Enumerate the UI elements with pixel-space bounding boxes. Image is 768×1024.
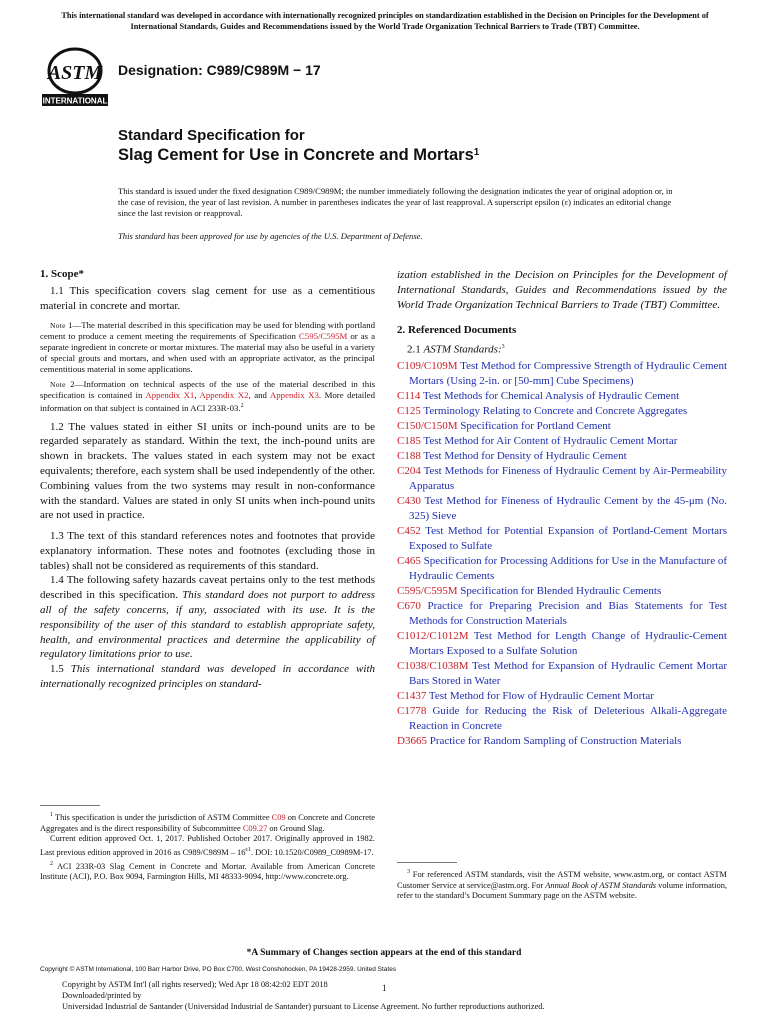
defense-note: This standard has been approved for use by agencies of the U.S. Department of Defense. — [118, 231, 423, 241]
reference-code-link[interactable]: C109/C109M — [397, 359, 458, 372]
link-c595[interactable]: C595/C595M — [298, 330, 348, 341]
reference-item[interactable] — [397, 629, 727, 659]
footnote-rule — [397, 862, 457, 863]
reference-title[interactable]: Terminology Relating to Concrete and Concrete Aggregates — [420, 404, 688, 417]
reference-title[interactable]: Guide for Reducing the Risk of Deleterious Alkali-Aggregate Reaction in Concrete — [409, 704, 727, 732]
reference-item[interactable] — [397, 689, 727, 704]
summary-note: *A Summary of Changes section appears at the end of this standard — [246, 948, 522, 958]
reference-item[interactable] — [397, 389, 727, 404]
reference-code-link[interactable]: C204 — [397, 464, 421, 477]
logo-text: INTERNATIONAL — [42, 96, 108, 106]
page-number: 1 — [382, 983, 387, 993]
reference-item[interactable] — [397, 494, 727, 524]
para-1-5-cont: ization established in the Decision on Principles for the Development of International Standards, Guides and Recommendations issued by the World Trade Organization Technical Barriers to Trade (TBT) Committee. — [397, 269, 727, 311]
footnote-1: $^1$ This specification is under the jurisdiction of ASTM Committee C09 on Concrete and Concrete Aggregates and is the direct responsibility of Subcommittee C09.27 on Ground Slag. — [40, 812, 375, 833]
left-footnotes — [40, 805, 375, 883]
reference-code-link[interactable]: C465 — [397, 554, 421, 567]
copyright: Copyright © ASTM International, 100 Barr Harbor Drive, PO Box C700, West Conshohocken, PA 19428-2959. United States — [40, 966, 397, 973]
reference-item[interactable] — [397, 419, 727, 434]
title-line2: Slag Cement for Use in Concrete and Mortars$^1$ — [118, 146, 480, 164]
astm-logo-icon — [40, 47, 110, 109]
reference-item[interactable] — [397, 704, 727, 734]
para-1-4: 1.4 The following safety hazards caveat pertains only to the test methods described in this specification. This standard does not purport to address all of the safety concerns, if any, associated with its use. It is the responsibility of the user of this standard to establish appropriate safety, health, and environmental practices and determine the applicability of regulatory limitations prior to use. — [40, 574, 376, 661]
reference-title[interactable]: Test Method for Air Content of Hydraulic Cement Mortar — [420, 434, 678, 447]
reference-code-link[interactable]: C188 — [397, 449, 421, 462]
footnote-3: $^3$ For referenced ASTM standards, visit the ASTM website, www.astm.org, or contact ASTM Customer Service at service@astm.org. For Annual Book of ASTM Standards volume information, refer to the standard’s Document Summary page on the ASTM website. — [397, 869, 727, 901]
reference-title[interactable]: Test Method for Expansion of Hydraulic Cement Mortar Bars Stored in Water — [409, 659, 727, 687]
para-1-3: 1.3 The text of this standard references notes and footnotes that provide explanatory information. These notes and footnotes (excluding those in tables) shall not be considered as requirements of this standard. — [40, 530, 375, 572]
left-column — [40, 268, 375, 692]
scope-heading: 1. Scope* — [40, 268, 84, 280]
reference-item[interactable] — [397, 404, 727, 419]
para-1-2: 1.2 The values stated in either SI units or inch-pound units are to be regarded separately as standard. Within the text, the inch-pound units are shown in brackets. The values stated in each system may not be exact equivalents; therefore, each system shall be used independently of the other. Combining values from the two systems may result in non-conformance with the standard. Values are stated in only SI units when inch-pound units are not used in practice. — [40, 420, 375, 522]
astm-standards-sub: 2.1 ASTM Standards:$^3$ — [407, 344, 505, 357]
reference-title[interactable]: Test Method for Fineness of Hydraulic Cement by the 45-μm (No. 325) Sieve — [409, 494, 727, 522]
reference-item[interactable] — [397, 554, 727, 584]
reference-code-link[interactable]: C670 — [397, 599, 421, 612]
reference-code-link[interactable]: C1038/C1038M — [397, 659, 469, 672]
reference-item[interactable] — [397, 464, 727, 494]
reference-code-link[interactable]: C125 — [397, 404, 421, 417]
reference-title[interactable]: Test Method for Potential Expansion of Portland-Cement Mortars Exposed to Sulfate — [409, 524, 727, 552]
reference-code-link[interactable]: C185 — [397, 434, 421, 447]
footnote-2: $^2$ ACI 233R-03 Slag Cement in Concrete and Mortar. Available from American Concrete Institute (ACI), P.O. Box 9094, Farmington Hills, MI 48333-9094, http://www.concrete.org. — [40, 860, 375, 882]
right-column — [397, 268, 727, 749]
reference-item[interactable] — [397, 449, 727, 464]
reference-code-link[interactable]: C114 — [397, 389, 421, 402]
reference-title[interactable]: Test Method for Flow of Hydraulic Cement Mortar — [426, 689, 654, 702]
intro-text: This standard is issued under the fixed designation C989/C989M; the number immediately following the designation indicates the year of original adoption or, in the case of revision, the year of last revision. A number in parentheses indicates the year of last reapproval. A superscript epsilon (ε) indicates an editorial change since the last revision or reapproval. — [118, 186, 673, 218]
reference-list — [397, 359, 727, 749]
license-line-3: Universidad Industrial de Santander (Universidad Industrial de Santander) pursuant to License Agreement. No further reproductions authorized. — [62, 1002, 545, 1011]
designation: Designation: C989/C989M − 17 — [118, 62, 321, 78]
reference-code-link[interactable]: C1437 — [397, 689, 427, 702]
link-appendix-x2[interactable]: Appendix X2 — [199, 389, 249, 400]
reference-code-link[interactable]: C150/C150M — [397, 419, 458, 432]
reference-code-link[interactable]: C1778 — [397, 704, 427, 717]
referenced-heading: 2. Referenced Documents — [397, 324, 517, 337]
reference-code-link[interactable]: C452 — [397, 524, 421, 537]
note-1: Note 1—The material described in this specification may be used for blending with portland cement to produce a cement meeting the requirements of Specification C595/C595M or as a separate ingredient in concrete or mortar mixtures. The material may also be useful in a variety of special grouts and mortars, and when used with an appropriate activator, as the principal cementitious material in some applications. — [40, 319, 375, 374]
title-line1: Standard Specification for — [118, 127, 305, 144]
footnote-1-edition: Current edition approved Oct. 1, 2017. Published October 2017. Originally approved in 1982. Last previous edition approved in 2016 as $C989/C989M - 16^{\varepsilon 1}$. DOI: 10.1520/C0989_C0989M-17. — [40, 834, 375, 857]
title-block — [118, 127, 479, 165]
reference-title[interactable]: Test Method for Density of Hydraulic Cement — [420, 449, 627, 462]
reference-title[interactable]: Test Methods for Chemical Analysis of Hydraulic Cement — [420, 389, 680, 402]
reference-title[interactable]: Practice for Preparing Precision and Bias Statements for Test Methods for Construction Materials — [409, 599, 727, 627]
reference-item[interactable] — [397, 584, 727, 599]
title-footnote-mark: 1 — [473, 147, 480, 158]
link-appendix-x3[interactable]: Appendix X3 — [269, 389, 319, 400]
para-1-1: 1.1 This specification covers slag cement for use as a cementitious material in concrete and mortar. — [40, 285, 375, 312]
reference-code-link[interactable]: C595/C595M — [397, 584, 458, 597]
reference-item[interactable] — [397, 659, 727, 689]
license-line-1: Copyright by ASTM Int'l (all rights reserved); Wed Apr 18 08:42:02 EDT 2018 — [62, 980, 328, 989]
reference-title[interactable]: Practice for Random Sampling of Construction Materials — [426, 734, 682, 747]
reference-item[interactable] — [397, 434, 727, 449]
footnote-rule — [40, 805, 100, 806]
license-block — [62, 979, 545, 1012]
link-c09[interactable]: C09 — [271, 812, 286, 822]
reference-title[interactable]: Specification for Processing Additions for Use in the Manufacture of Hydraulic Cements — [409, 554, 727, 582]
reference-item[interactable] — [397, 359, 727, 389]
note-2: Note 2—Information on technical aspects of the use of the material described in this specification is contained in Appendix X1, Appendix X2, and Appendix X3. More detailed information on that subject is contained in ACI 233R-03.$^2$ — [40, 378, 375, 413]
reference-title[interactable]: Specification for Blended Hydraulic Cements — [457, 584, 662, 597]
reference-code-link[interactable]: C1012/C1012M — [397, 629, 469, 642]
reference-title[interactable]: Test Method for Compressive Strength of Hydraulic Cement Mortars (Using 2-in. or [50-mm] Cube Specimens) — [409, 359, 727, 387]
reference-title[interactable]: Test Method for Length Change of Hydraulic-Cement Mortars Exposed to a Sulfate Solution — [409, 629, 727, 657]
para-1-5: 1.5 This international standard was developed in accordance with internationally recognized principles on standard- — [40, 663, 376, 691]
top-notice: This international standard was developed in accordance with internationally recognized principles on standardization established in the Decision on Principles for the Development of International Standards, Guides and Recommendations issued by the World Trade Organization Technical Barriers to Trade (TBT) Committee. — [61, 11, 709, 31]
link-appendix-x1[interactable]: Appendix X1 — [145, 389, 195, 400]
reference-item[interactable] — [397, 524, 727, 554]
reference-code-link[interactable]: C430 — [397, 494, 421, 507]
license-line-2: Downloaded/printed by — [62, 991, 142, 1000]
reference-item[interactable] — [397, 599, 727, 629]
reference-title[interactable]: Test Methods for Fineness of Hydraulic Cement by Air-Permeability Apparatus — [409, 464, 727, 492]
reference-title[interactable]: Specification for Portland Cement — [457, 419, 611, 432]
right-footnotes — [397, 862, 727, 902]
link-c09-27[interactable]: C09.27 — [242, 823, 268, 833]
svg-text:ASTM: ASTM — [47, 62, 103, 84]
reference-code-link[interactable]: D3665 — [397, 734, 427, 747]
reference-item[interactable] — [397, 734, 727, 749]
